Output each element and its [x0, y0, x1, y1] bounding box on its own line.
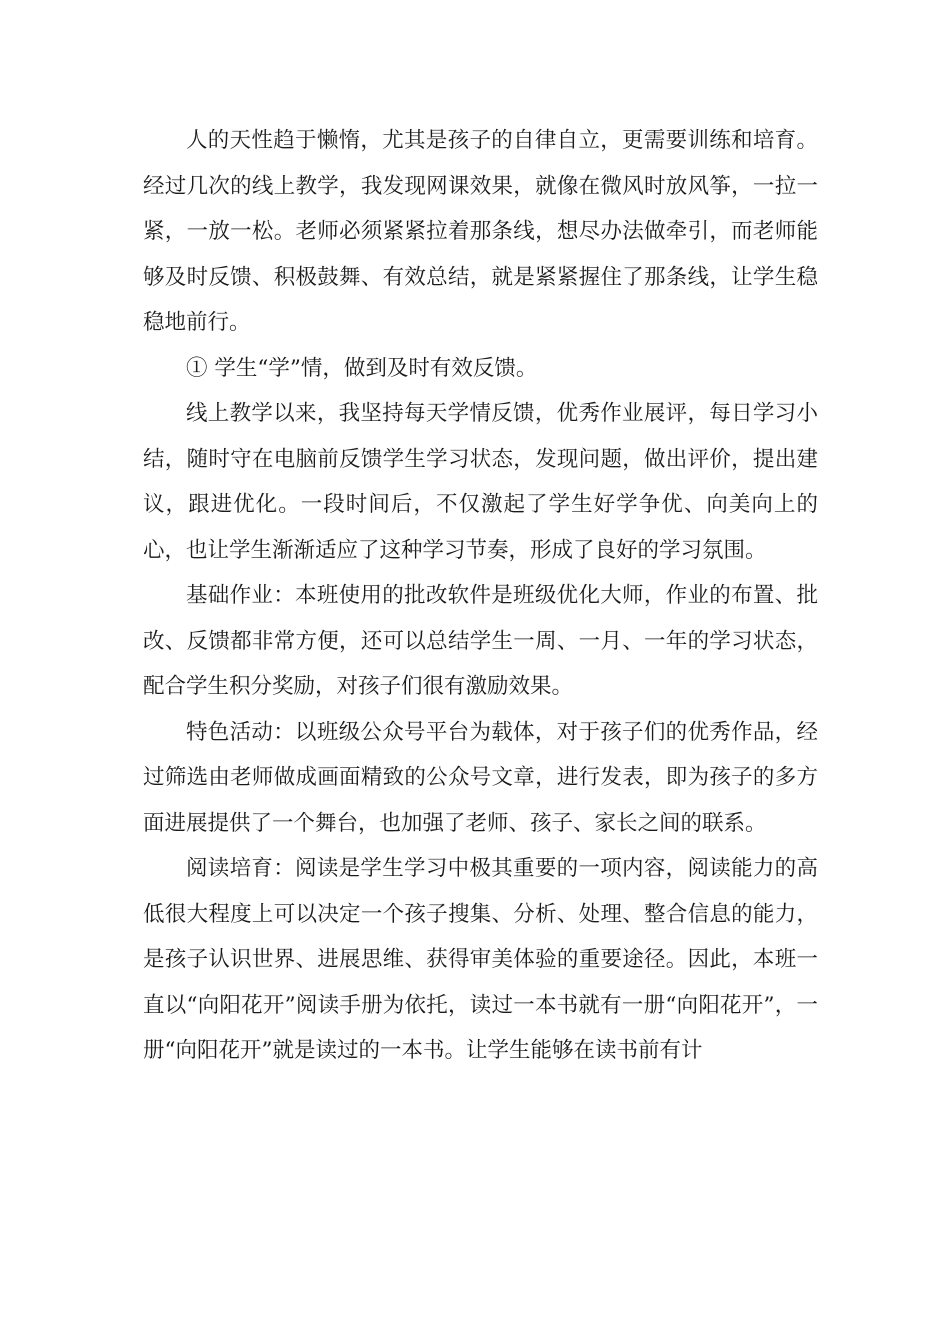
document-body — [143, 118, 818, 1074]
paragraph-intro: 人的天性趋于懒惰，尤其是孩子的自律自立，更需要训练和培育。经过几次的线上教学，我发现网课效果，就像在微风时放风筝，一拉一紧，一放一松。老师必须紧紧拉着那条线，想尽办法做牵引，而老师能够及时反馈、积极鼓舞、有效总结，就是紧紧握住了那条线，让学生稳稳地前行。 — [143, 128, 818, 335]
paragraph-heading-feedback: ① 学生“学”情，做到及时有效反馈。 — [186, 355, 538, 381]
paragraph-reading-cultivation: 阅读培育：阅读是学生学习中极其重要的一项内容，阅读能力的高低很大程度上可以决定一个孩子搜集、分析、处理、整合信息的能力，是孩子认识世界、进展思维、获得审美体验的重要途径。因此，本班一直以“向阳花开”阅读手册为依托，读过一本书就有一册“向阳花开”，一册“向阳花开”就是读过的一本书。让学生能够在读书前有计 — [143, 856, 818, 1063]
paragraph-online-teaching: 线上教学以来，我坚持每天学情反馈，优秀作业展评，每日学习小结，随时守在电脑前反馈学生学习状态，发现问题，做出评价，提出建议，跟进优化。一段时间后，不仅激起了学生好学争优、向美向上的心，也让学生渐渐适应了这种学习节奏，形成了良好的学习氛围。 — [143, 401, 818, 563]
paragraph-basic-homework: 基础作业：本班使用的批改软件是班级优化大师，作业的布置、批改、反馈都非常方便，还可以总结学生一周、一月、一年的学习状态，配合学生积分奖励，对孩子们很有激励效果。 — [143, 583, 818, 699]
paragraph-special-activities: 特色活动：以班级公众号平台为载体，对于孩子们的优秀作品，经过筛选由老师做成画面精致的公众号文章，进行发表，即为孩子的多方面进展提供了一个舞台，也加强了老师、孩子、家长之间的联系。 — [143, 719, 818, 836]
